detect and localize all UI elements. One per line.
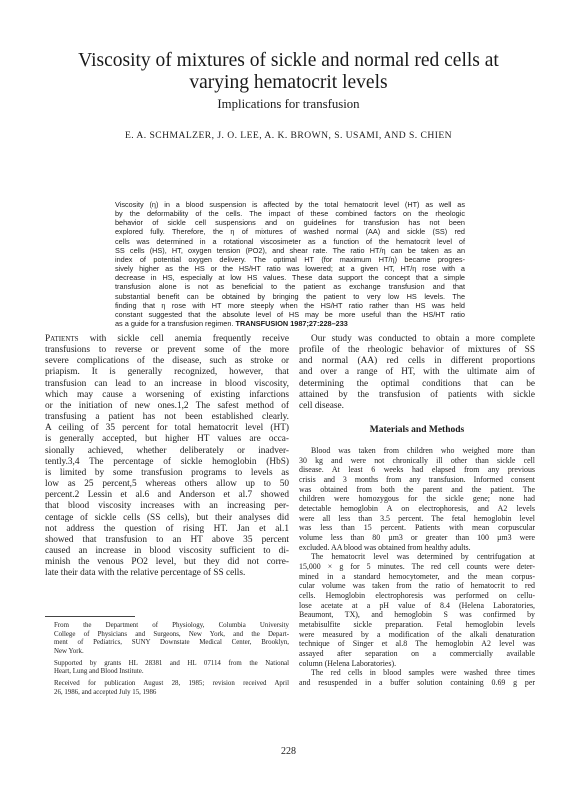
abstract-line: substantial benefit can be obtained by bringing the patient to very low HS levels. The [115,291,465,301]
methods-line: and resuspended in a buffer solution containing 0.69 g per [299,677,535,687]
methods-line: children were homozygous for the sickle gene; none had [299,494,535,504]
right-column [299,334,535,688]
methods-line: volume less than 80 µm3 or greater than 100 µm3 were [299,533,535,542]
methods-line: cells. Hemoglobin electrophoresis was performed on cellu- [299,590,535,600]
footnote-affiliation [45,622,289,656]
abstract-line: explored fully. Therefore, the η of mixtures of washed normal (AA) and sickle (SS) red [115,227,465,237]
footnote-line: Supported by grants HL 28381 and HL 07114 from the National [54,659,289,667]
methods-line: detectable hemoglobin A on electrophoresis, and A2 levels [299,504,535,514]
intro-line: showed that transfusion to an HT above 35 percent [45,534,289,545]
abstract-line: decrease in HS, especially at low HS values. These data support the concept that a simple [115,273,465,283]
intro-line: caused an increase in blood viscosity sufficient to di- [45,545,289,556]
methods-line: mined in a standard hemocytometer, and the mean corpus- [299,571,535,581]
intro-line: or the initiation of new ones.1,2 The safest method of [45,400,289,411]
intro-line: not address the question of rising HT. Jan et al.1 [45,523,289,534]
footnote-received [45,680,289,697]
methods-line: 15,000 × g for 5 minutes. The red cell counts were deter- [299,561,535,571]
abstract-line: Viscosity (η) in a blood suspension is affected by the total hematocrit level (HT) as well as [115,200,465,209]
methods-line: were all less than 3.5 percent. The fetal hemoglobin level [299,513,535,523]
footnote-divider [45,616,135,617]
abstract-line: constant suggested that the absolute level of HS may be more useful than the HS/HT ratio [115,309,465,319]
intro-right-line: Our study was conducted to obtain a more complete [311,334,535,344]
footnote-line: ment of Pediatrics, SUNY Downstate Medical Center, Brooklyn, [54,639,289,646]
intro-line: priapism. It is generally recognized, however, that [45,367,289,378]
methods-line: cular volume was taken from the ratio of hematocrit to red [299,581,535,591]
left-column [45,334,289,579]
intro-right-line: attained by the transfusion of patients with sickle [299,389,535,400]
footnotes [45,622,289,701]
methods-line: The red cells in blood samples were washed three times [311,668,535,678]
intro-line: late their data with the relative percentage of SS cells. [45,568,246,579]
methods-line: were measured by a modification of the alkali denaturation [299,629,535,639]
footnote-support [45,660,289,677]
abstract [115,200,465,328]
intro-line: is generally accepted, but higher HT values are occa- [45,434,289,445]
abstract-line: cells was determined in a rotational viscosimeter as a function of the hematocrit level of [115,236,465,246]
methods-line: assayed after separation on a commercially available [299,648,535,658]
methods-line: metabisulfite sickle preparation. Fetal hemoglobin levels [299,619,535,629]
abstract-line: sively higher as the HS or the HS/HT ratio was lowered; at a given HT, HT/η rose with a [115,264,465,274]
abstract-line: as a guide for a transfusion regimen. [115,319,234,329]
footnote-line: Received for publication August 28, 1985; revision received April [54,680,289,687]
intro-line: that blood viscosity increases with an increasing per- [45,501,289,512]
title-line-2: varying hematocrit levels [189,72,388,93]
intro-right-line: determining the optimal conditions that can be [299,378,535,389]
abstract-line: index of potential oxygen delivery. The optimal HT (for maximum HT/η) became progres- [115,254,465,264]
intro-line: percent.2 Lessin et al.6 and Anderson et al.7 showed [45,490,289,501]
methods-body [299,446,535,687]
intro-line: severe complications of the disease, such as stroke or [45,356,289,367]
abstract-line: behavior of sickle cell suspensions and on guidelines for transfusion has not been [115,218,465,228]
intro-line: transfusion can lead to an increase in blood viscosity, [45,378,289,389]
intro-right-line: profile of the rheologic behavior of mixtures of SS [299,345,535,356]
author-list: E. A. SCHMALZER, J. O. LEE, A. K. BROWN, S. USAMI, AND S. CHIEN [124,130,453,141]
abstract-line: SS cells (HS), HT, oxygen tension (PO2), and shear rate. The ratio HT/η can be taken as an [115,245,465,255]
methods-line: disease. At least 6 weeks had elapsed from any previous [299,465,535,475]
methods-line: excluded. AA blood was obtained from healthy adults. [299,542,471,552]
intro-lead-word: Patients [45,334,79,344]
intro-line: with sickle cell anemia frequently receive [78,334,289,344]
page-number: 228 [281,746,296,757]
methods-line: Blood was taken from children who weighed more than [311,446,535,456]
footnote-line: New York. [54,647,84,655]
abstract-line: by the deformability of the cells. The impact of these combined factors on the rheologic [115,209,465,219]
footnote-line: 26, 1986, and accepted July 15, 1986 [54,688,157,696]
intro-right-line: cell disease. [299,400,344,411]
intro-line: which may cause a worsening of existing infarctions [45,389,289,400]
article-title [40,50,537,94]
intro-line: centage of sickle cells (SS cells), but their analyses did [45,512,289,523]
methods-line: Beaumont, TX), and hemoglobin S was confirmed by [299,610,535,620]
methods-line: was less than 15 percent. Patients with mean corpuscular [299,523,535,533]
intro-right-line: and normal (AA) red cells in different proportions [299,356,535,367]
abstract-line-final [115,319,465,328]
methods-line: The hematocrit level was determined by centrifugation at [311,552,535,562]
intro-line: A ceiling of 35 percent for total hematocrit level (HT) [45,423,289,434]
intro-line: is limited by some transfusion programs to levels as [45,467,289,478]
footnote-line: College of Physicians and Surgeons, New York, and the Depart- [54,630,289,638]
title-line-1: Viscosity of mixtures of sickle and normal red cells at [78,50,499,71]
intro-line: tently.3,4 The percentage of sickle hemoglobin (HbS) [45,456,289,467]
methods-line: crisis and 3 months from any transfusion. Informed consent [299,475,535,485]
intro-right-line: and over a range of HT, with the ultimate aim of [299,367,535,378]
abstract-line: finding that η rose with HT more steeply when the HS/HT ratio rather than HS was held [115,300,465,310]
abstract-line: transfusion alone is not as beneficial to the patient as exchange transfusion and that [115,282,465,292]
section-heading-methods: Materials and Methods [369,425,465,436]
methods-line: was obtained from both the parent and the patient. The [299,484,535,494]
intro-line: minish the venous PO2 level, but they did not corre- [45,557,289,568]
intro-line: transfusing a patient has not been established clearly. [45,412,289,423]
methods-line: column (Helena Laboratories). [299,658,397,668]
intro-line: sionally achieved, whether deliberately or inadver- [45,445,289,456]
journal-citation: TRANSFUSION 1987;27:228–233 [235,319,348,329]
intro-line: low as 25 percent,5 whereas others allow up to 50 [45,479,289,490]
footnote-line: Heart, Lung and Blood Institute. [54,668,144,675]
methods-line: lose acetate at a pH value of 8.4 (Helena Laboratories, [299,600,535,610]
intro-line: transfusions to reverse or prevent some of the more [45,345,289,356]
article-subtitle: Implications for transfusion [217,97,360,111]
intro-line-first [45,334,289,345]
footnote-line: From the Department of Physiology, Columbia University [54,622,289,629]
methods-line: technique of Singer et al.8 The hemoglobin A2 level was [299,639,535,649]
methods-line: 30 kg and were not chronically ill other than sickle cell [299,455,535,465]
